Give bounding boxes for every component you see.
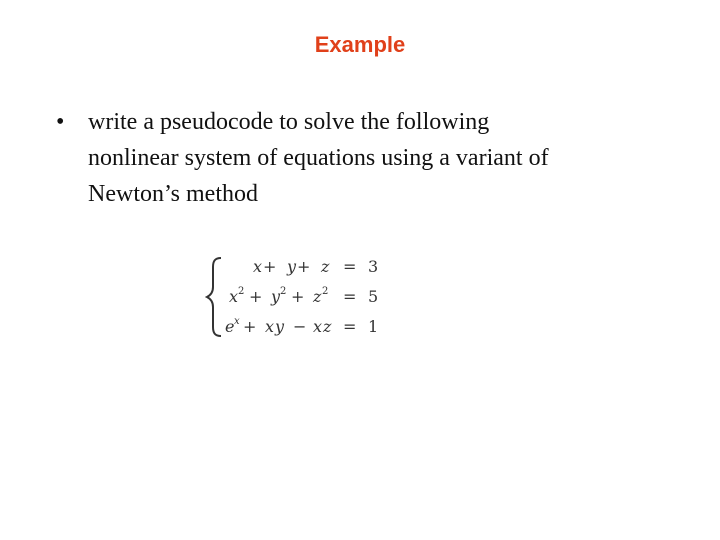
eq1-operator-1: + bbox=[263, 257, 277, 276]
slide-title: Example bbox=[314, 32, 406, 57]
equation-row-1 bbox=[253, 257, 378, 276]
eq3-term-5: z bbox=[323, 317, 332, 336]
eq1-operator-2: + bbox=[297, 257, 311, 276]
eq1-equals: = bbox=[343, 257, 357, 276]
eq1-term-2: y bbox=[287, 257, 297, 276]
eq3-exponent-1: x bbox=[234, 316, 240, 327]
eq1-term-1: x bbox=[253, 257, 263, 276]
eq2-term-2: y bbox=[271, 287, 281, 306]
eq3-term-2: x bbox=[265, 317, 275, 336]
equation-row-2 bbox=[229, 286, 378, 306]
equation-row-3 bbox=[225, 316, 378, 336]
eq2-operator-1: + bbox=[249, 287, 263, 306]
eq2-exponent-1: 2 bbox=[238, 286, 245, 297]
bullet-item bbox=[56, 104, 676, 212]
eq3-equals: = bbox=[343, 317, 357, 336]
left-brace-icon bbox=[207, 258, 221, 336]
eq1-rhs: 3 bbox=[368, 257, 379, 276]
eq2-operator-2: + bbox=[291, 287, 305, 306]
eq2-exponent-3: 2 bbox=[322, 286, 329, 297]
eq3-operator-2: − bbox=[293, 317, 307, 336]
eq1-term-3: z bbox=[321, 257, 330, 276]
eq3-operator-1: + bbox=[243, 317, 257, 336]
eq2-term-1: x bbox=[229, 287, 239, 306]
eq3-term-4: x bbox=[313, 317, 323, 336]
eq2-rhs: 5 bbox=[368, 287, 379, 306]
eq3-term-3: y bbox=[275, 317, 285, 336]
eq3-rhs: 1 bbox=[368, 317, 379, 336]
bullet-text: write a pseudocode to solve the following nonlinear system of equations using a variant of Newton’s method bbox=[88, 109, 549, 207]
eq2-term-3: z bbox=[313, 287, 322, 306]
bullet-icon: • bbox=[56, 109, 65, 135]
eq2-exponent-2: 2 bbox=[280, 286, 287, 297]
eq2-equals: = bbox=[343, 287, 357, 306]
equation-system bbox=[205, 250, 395, 346]
eq3-term-1: e bbox=[225, 317, 235, 336]
